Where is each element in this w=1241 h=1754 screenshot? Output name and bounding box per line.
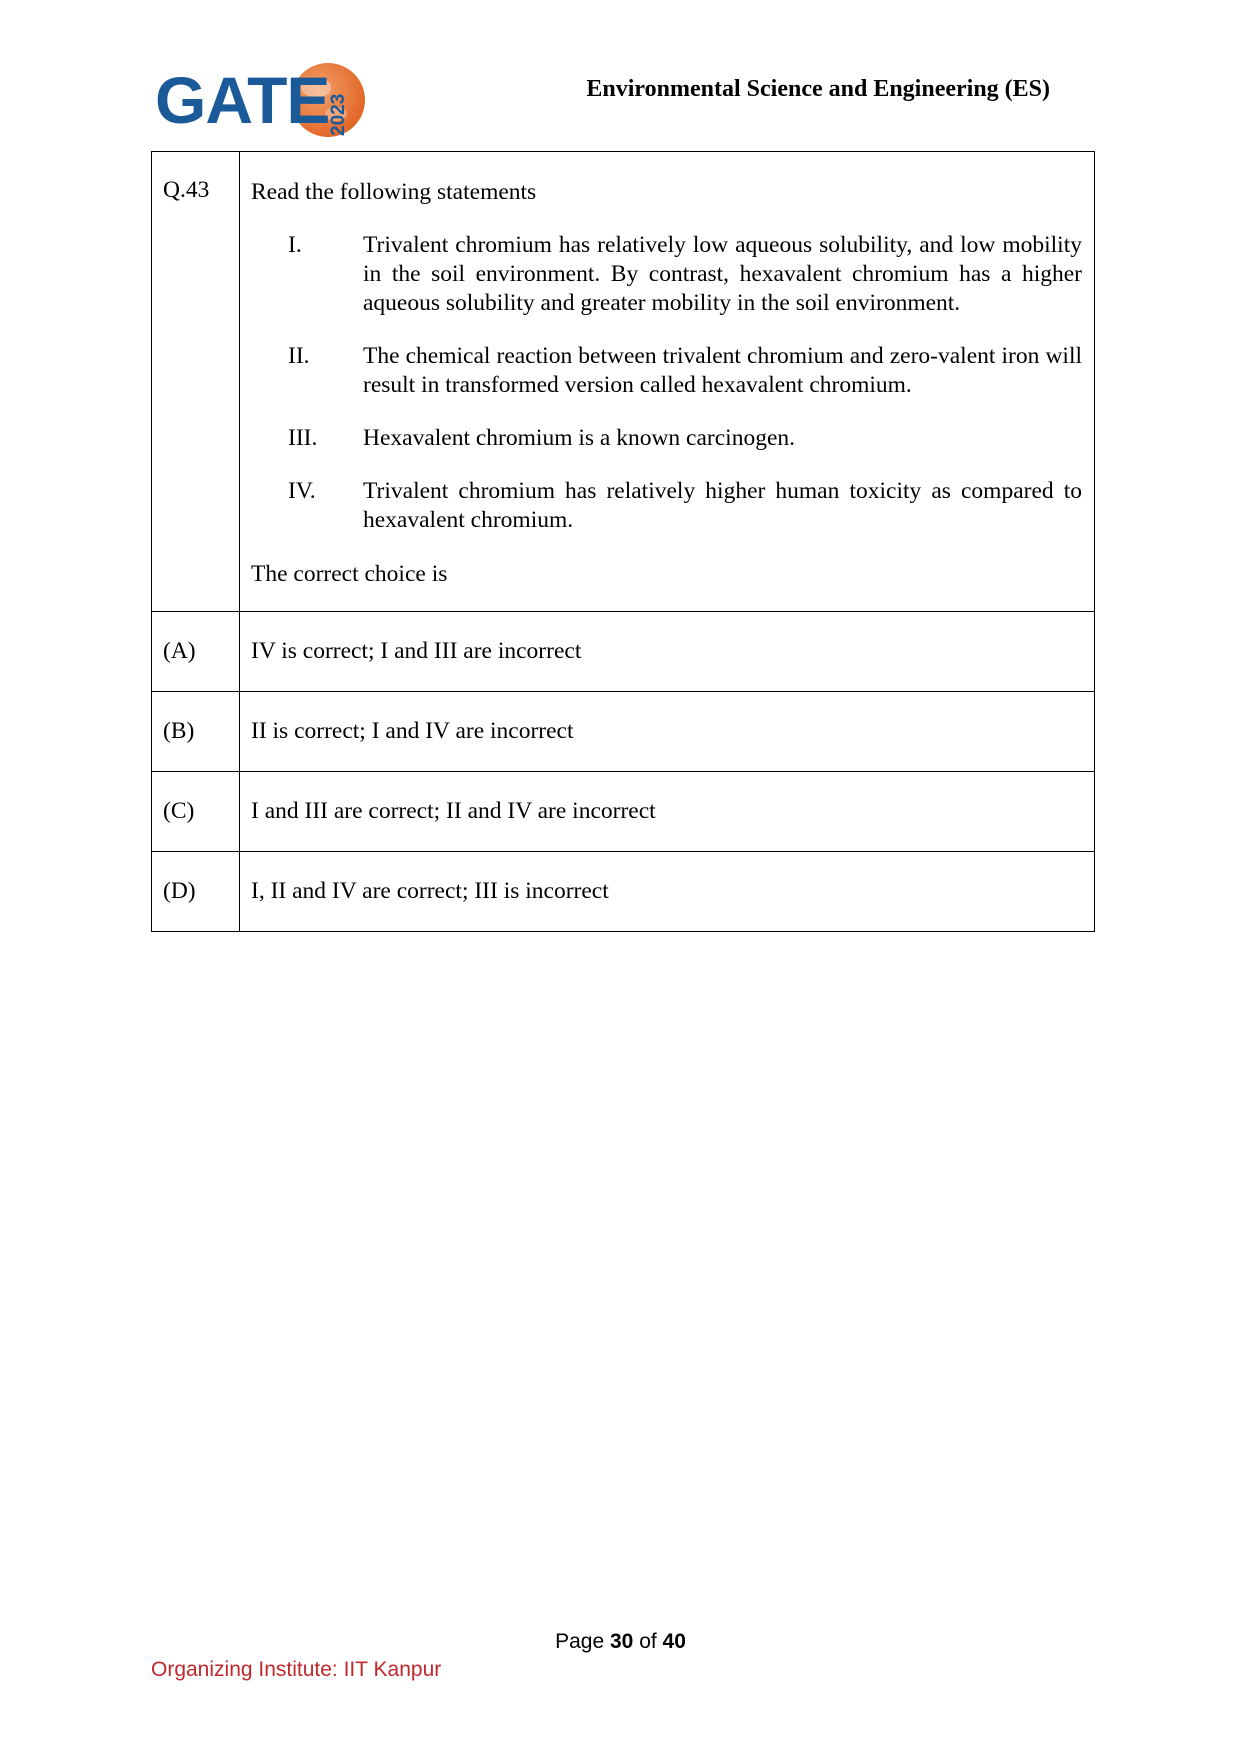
gate-logo: [155, 60, 360, 140]
statement-text: Hexavalent chromium is a known carcinogen.: [363, 425, 795, 451]
option-text: I and III are correct; II and IV are incorrect: [240, 772, 1095, 852]
statement-number: III.: [288, 425, 318, 451]
statement-1: [288, 231, 1082, 318]
statement-4: [288, 477, 1082, 535]
statement-3: [288, 424, 1082, 453]
page-total: 40: [662, 1630, 686, 1653]
paper-title: Environmental Science and Engineering (ES): [586, 76, 1050, 102]
option-row-d: [152, 852, 1095, 932]
page-current: 30: [609, 1630, 634, 1653]
statement-number: II.: [288, 343, 310, 369]
question-table: [151, 151, 1095, 932]
statement-number: IV.: [288, 478, 316, 504]
logo-text: GATE: [155, 63, 330, 137]
statement-text: Trivalent chromium has relatively low aqueous solubility, and low mobility in the soil environment. By contrast, hexavalent chromium has a higher aqueous solubility and greater mobility in the soil environment.: [363, 232, 1082, 316]
option-row-a: [152, 612, 1095, 692]
option-label: (B): [152, 692, 240, 772]
organizing-institute: Organizing Institute: IIT Kanpur: [151, 1658, 442, 1681]
option-text: II is correct; I and IV are incorrect: [240, 692, 1095, 772]
statement-2: [288, 342, 1082, 400]
option-label: (A): [152, 612, 240, 692]
page-prefix: Page: [555, 1630, 605, 1653]
question-body: [240, 152, 1095, 612]
option-label: (C): [152, 772, 240, 852]
question-row: [152, 152, 1095, 612]
statement-text: Trivalent chromium has relatively higher human toxicity as compared to hexavalent chromium.: [363, 478, 1082, 533]
question-closing: The correct choice is: [251, 561, 448, 587]
question-number: Q.43: [152, 152, 240, 612]
option-text: IV is correct; I and III are incorrect: [240, 612, 1095, 692]
page-number: [0, 1630, 1241, 1654]
statement-number: I.: [288, 232, 302, 258]
option-label: (D): [152, 852, 240, 932]
option-row-b: [152, 692, 1095, 772]
logo-year: 2023: [328, 93, 349, 136]
option-text: I, II and IV are correct; III is incorrect: [240, 852, 1095, 932]
statement-text: The chemical reaction between trivalent chromium and zero-valent iron will result in transformed version called hexavalent chromium.: [363, 343, 1082, 398]
option-row-c: [152, 772, 1095, 852]
question-intro: Read the following statements: [251, 179, 537, 205]
page-of: of: [639, 1630, 657, 1653]
